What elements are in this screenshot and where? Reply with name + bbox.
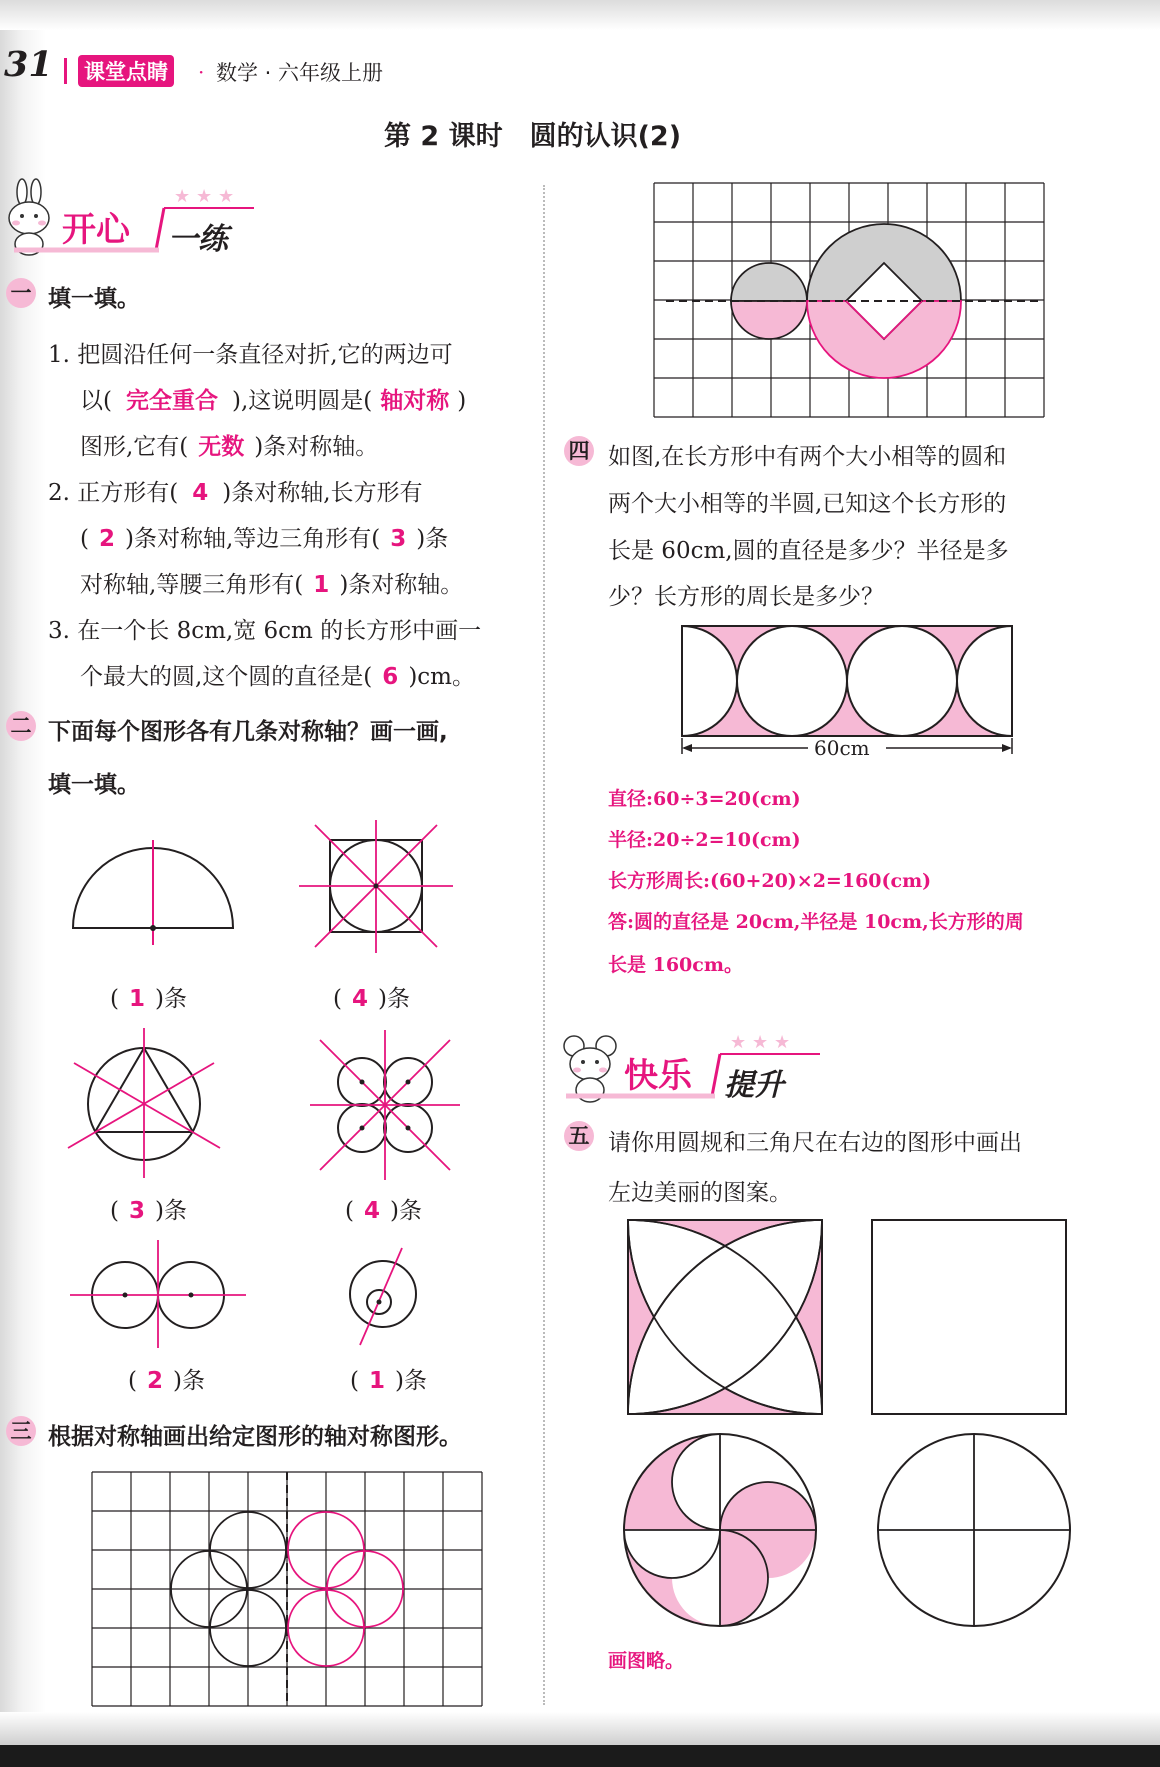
fig3-answer: ( 3 )条	[110, 1198, 187, 1224]
q2-line2: ( 2 )条对称轴,等边三角形有( 3 )条	[80, 526, 449, 552]
fig5-answer: ( 2 )条	[128, 1368, 205, 1394]
figure-square-pattern	[626, 1218, 826, 1418]
s5-line1: 请你用圆规和三角尺在右边的图形中画出	[608, 1130, 1022, 1156]
section-1-number: 一	[6, 278, 36, 308]
s4-line3: 长是 60cm,圆的直径是多少？半径是多	[608, 538, 1009, 564]
star-icon: ★	[174, 186, 191, 207]
answer-blank: 轴对称	[380, 388, 450, 414]
fig6-answer: ( 1 )条	[350, 1368, 427, 1394]
figure-grid-shaded	[654, 183, 1044, 418]
star-icon: ★	[752, 1032, 769, 1053]
blank-square	[870, 1218, 1070, 1418]
s4-solution-1: 直径:60÷3=20(cm)	[608, 788, 801, 810]
subject-label: 数学 · 六年级上册	[216, 61, 384, 85]
bottom-shadow	[0, 1712, 1160, 1745]
answer-blank: 无数	[198, 434, 245, 460]
q2-line1: 2. 正方形有( 4 )条对称轴,长方形有	[48, 480, 423, 506]
s4-solution-3: 长方形周长:(60+20)×2=160(cm)	[608, 870, 932, 892]
lesson-title: 第 2 课时 圆的认识(2)	[384, 121, 682, 152]
banner-practice-main: 开心	[62, 210, 130, 250]
figure-grid-reflection	[92, 1472, 482, 1707]
bottom-bar	[0, 1745, 1160, 1767]
fig2-answer: ( 4 )条	[333, 986, 410, 1012]
star-icon: ★	[218, 186, 235, 207]
dimension-label: 60cm	[814, 736, 870, 760]
answer-blank: 3	[390, 526, 407, 552]
q1-line1: 1. 把圆沿任何一条直径对折,它的两边可	[48, 342, 453, 368]
banner-improve-sub: 提升	[724, 1068, 784, 1103]
q3-line1: 3. 在一个长 8cm,宽 6cm 的长方形中画一	[48, 618, 482, 644]
fig4-answer: ( 4 )条	[345, 1198, 422, 1224]
figure-circle-triangle	[68, 1028, 228, 1178]
s4-solution-2: 半径:20÷2=10(cm)	[608, 829, 801, 851]
s4-line1: 如图,在长方形中有两个大小相等的圆和	[608, 444, 1007, 470]
s4-solution-5: 长是 160cm。	[608, 954, 743, 976]
section-2-number: 二	[6, 711, 36, 741]
section-2-title-line2: 填一填。	[48, 772, 140, 798]
figure-nested-circles	[330, 1240, 440, 1350]
s5-line2: 左边美丽的图案。	[608, 1180, 792, 1206]
q1-line2: 以( 完全重合 ),这说明圆是( 轴对称 )	[80, 388, 467, 414]
q2-line3: 对称轴,等腰三角形有( 1 )条对称轴。	[80, 572, 464, 598]
figure-two-circles	[68, 1240, 248, 1350]
banner-practice-sub: 一练	[168, 222, 228, 257]
answer-blank: 2	[98, 526, 115, 552]
q1-line3: 图形,它有( 无数 )条对称轴。	[80, 434, 379, 460]
section-3-title: 根据对称轴画出给定图形的轴对称图形。	[48, 1424, 462, 1450]
figure-semicircle	[60, 820, 240, 950]
section-4-number: 四	[564, 436, 594, 466]
banner-decoration	[570, 1024, 791, 1084]
top-shadow	[0, 0, 1160, 30]
star-icon: ★	[730, 1032, 747, 1053]
header-dot: ·	[198, 60, 205, 84]
fig1-answer: ( 1 )条	[110, 986, 187, 1012]
star-icon: ★	[774, 1032, 791, 1053]
s4-line2: 两个大小相等的半圆,已知这个长方形的	[608, 491, 1007, 517]
star-icon: ★	[196, 186, 213, 207]
header-separator	[64, 58, 67, 84]
banner-decoration	[14, 178, 235, 238]
answer-blank: 1	[313, 572, 330, 598]
figure-four-circles	[305, 1030, 465, 1180]
q3-line2: 个最大的圆,这个圆的直径是( 6 )cm。	[80, 664, 475, 690]
banner-improve	[560, 1030, 820, 1110]
section-5-number: 五	[564, 1121, 594, 1151]
answer-blank: 完全重合	[125, 388, 218, 414]
s4-line4: 少？长方形的周长是多少？	[608, 584, 884, 610]
answer-blank: 4	[192, 480, 209, 506]
section-3-number: 三	[6, 1416, 36, 1446]
figure-circle-pattern	[622, 1432, 822, 1632]
banner-practice	[0, 178, 260, 258]
s5-answer: 画图略。	[608, 1650, 685, 1672]
answer-blank: 6	[382, 664, 399, 690]
figure-square-circle	[297, 815, 457, 955]
banner-improve-main: 快乐	[624, 1056, 692, 1096]
page-number: 31	[4, 44, 53, 85]
section-1-title: 填一填。	[48, 286, 140, 312]
book-badge: 课堂点睛	[78, 55, 174, 87]
s4-solution-4: 答:圆的直径是 20cm,半径是 10cm,长方形的周	[608, 911, 1024, 933]
blank-circle	[876, 1432, 1076, 1632]
section-2-title-line1: 下面每个图形各有几条对称轴？画一画,	[48, 719, 448, 745]
column-divider	[543, 185, 545, 1705]
